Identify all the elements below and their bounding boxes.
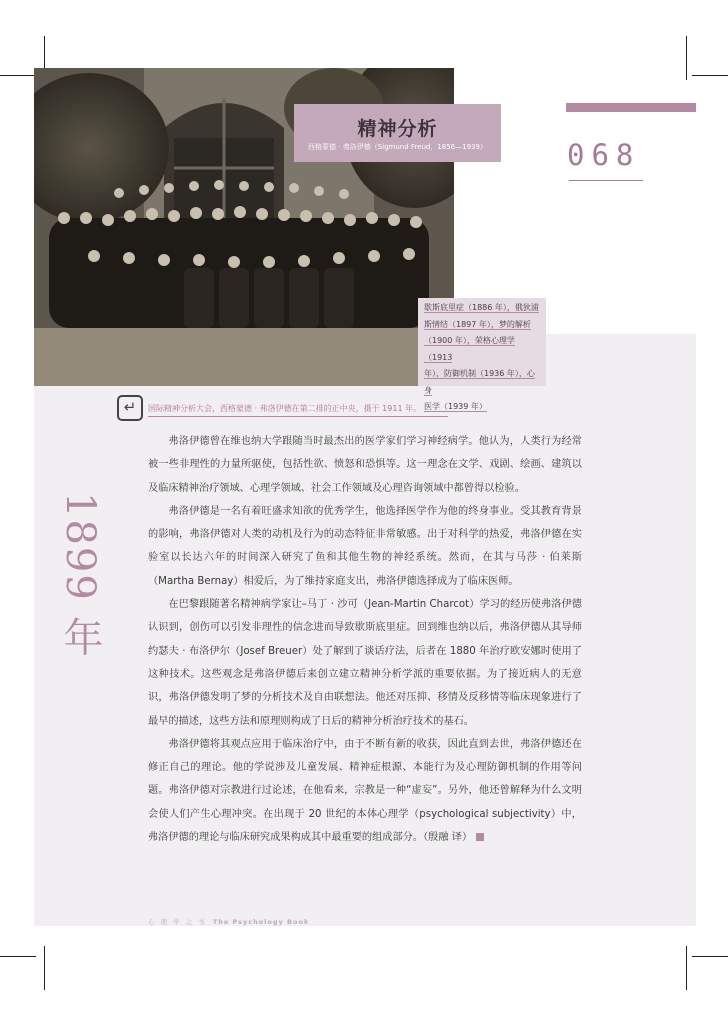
page-title: 精神分析 [357,118,438,140]
crop-mark [692,75,728,76]
page-subtitle: 西格蒙德 · 弗洛伊德（Sigmund Freud，1856—1939） [308,143,487,151]
accent-bar [566,103,696,112]
crop-mark [0,75,36,76]
body-paragraph: 弗洛伊德曾在维也纳大学跟随当时最杰出的医学家们学习神经病学。他认为，人类行为经常被一些非理性的力量所驱使，包括性欲、愤怒和恐惧等。这一理念在文学、戏剧、绘画、建筑以及临床精神治疗领域、心理学领域、社会工作领域及心理咨询领域中都曾得以检验。 [148,436,582,494]
timeline-line: 医学（1939 年） [424,402,487,411]
title-box [294,104,501,162]
timeline-line: 斯情结（1897 年），梦的解析 [424,319,531,329]
year-label: 1899 年 [57,492,103,659]
timeline-line: 年），防御机制（1936 年），心身 [424,369,535,395]
crop-mark [686,946,687,990]
footer [148,917,309,926]
end-mark-icon [476,833,484,841]
timeline-text [424,300,542,416]
body-paragraph: 弗洛伊德是一名有着旺盛求知欲的优秀学生，他选择医学作为他的终身事业。受其教育背景的影响，弗洛伊德对人类的动机及行为的动态特征非常敏感。出于对科学的热爱，弗洛伊德在实验室以长达六年的时间深入研究了鱼和其他生物的神经系统。然而，在其与马莎 · 伯莱斯（Martha Bernay）相爱后，为了维持家庭支出，弗洛伊德选择成为了临床医师。 [148,505,582,587]
crop-mark [686,36,687,80]
crop-mark [44,946,45,990]
footer-en: The Psychology Book [212,918,310,926]
body-text [148,430,582,849]
arrow-return-icon: ↵ [117,395,143,421]
page-number-underline [569,180,643,181]
crop-mark [692,956,728,957]
page-number: 068 [567,138,641,172]
footer-cn: 心 理 学 之 书 [148,918,207,926]
timeline-line: （1900 年），荣格心理学（1913 [424,336,515,362]
crop-mark [0,956,36,957]
body-paragraph-text: 弗洛伊德将其观点应用于临床治疗中，由于不断有新的收获，因此直到去世，弗洛伊德还在修正自己的理论。他的学说涉及儿童发展、精神症根源、本能行为及心理防御机制的作用等问题。弗洛伊德对宗教进行过论述，在他看来，宗教是一种“虚妄”。另外，他还曾解释为什么文明会使人们产生心理冲突。在出现于 20 世纪的本体心理学（psychological subjectivity）中，弗洛伊德的理论与临床研究成果构成其中最重要的组成部分。（殷融 译） [148,738,582,844]
photo-caption: 国际精神分析大会，西格蒙德 · 弗洛伊德在第二排的正中央，摄于 1911 年。 [148,403,448,417]
body-paragraph [148,733,582,849]
timeline-line: 歇斯底里症（1886 年），俄狄浦 [424,303,539,312]
body-paragraph: 在巴黎跟随著名精神病学家让–马丁 · 沙可（Jean-Martin Charcot）学习的经历使弗洛伊德认识到，创伤可以引发非理性的信念进而导致歇斯底里症。回到维也纳以后，弗洛伊德从其导师约瑟夫 · 布洛伊尔（Josef Breuer）处了解到了谈话疗法，后者在 1880 年治疗欧安娜时使用了这种技术。这些观念是弗洛伊德后来创立建立精神分析学派的重要依据。为了接近病人的无意识，弗洛伊德发明了梦的分析技术及自由联想法。他还对压抑、移情及反移情等临床现象进行了最早的描述，这些方法和原理则构成了日后的精神分析治疗技术的基石。 [148,599,582,727]
